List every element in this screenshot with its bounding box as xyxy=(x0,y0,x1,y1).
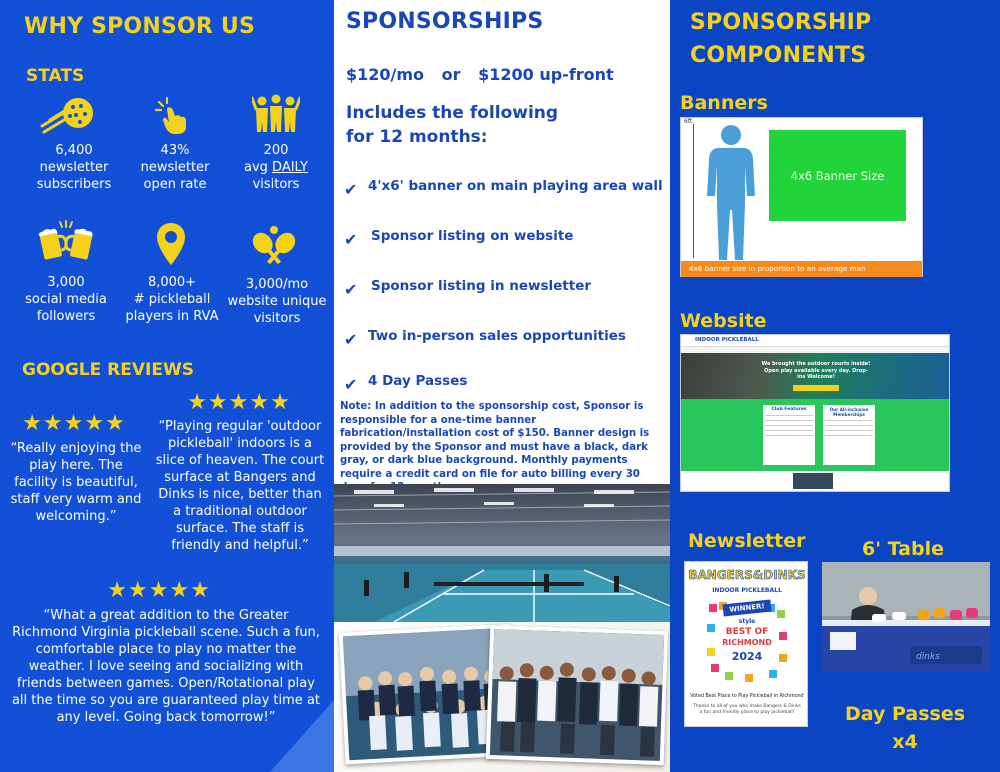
pickleball-ball-icon xyxy=(40,96,96,134)
crossed-paddles-icon xyxy=(250,224,298,264)
includes-heading: Includes the following for 12 months: xyxy=(346,103,559,147)
winner-ribbon: WINNER! xyxy=(723,600,772,617)
stat-newsletter-subscribers: 6,400 newsletter subscribers xyxy=(36,143,112,192)
banner-scale-label: 6ft xyxy=(684,118,693,125)
newsletter-voted: Voted Best Place to Play Pickleball in Richmond xyxy=(690,694,804,699)
website-hero-text: We brought the outdoor courts inside! Open play available every day. Drop-ins Welcome! xyxy=(761,361,871,380)
average-man-silhouette-icon xyxy=(701,124,761,260)
checkmark-icon: ✔ xyxy=(344,180,358,199)
checkmark-icon: ✔ xyxy=(344,330,358,349)
newsletter-year: 2024 xyxy=(731,650,763,663)
website-screenshot xyxy=(680,334,950,492)
website-features-band xyxy=(681,399,950,471)
review-3-text: “What a great addition to the Greater Richmond Virginia pickleball scene. Such a fun, comfortable place to play no matter the weather. I love seeing and socializing with friends between games. Open/Rotational play all the time so you are guaranteed play time at any level. Going back tomorrow!” xyxy=(11,608,321,725)
website-logo: INDOOR PICKLEBALL xyxy=(695,337,759,343)
group-photo-2 xyxy=(486,625,669,765)
newsletter-brand: BANGERS&DINKS xyxy=(688,568,806,582)
stat-website-visitors: 3,000/mo website unique visitors xyxy=(227,277,327,326)
table-heading: 6' Table xyxy=(862,538,944,560)
website-card-features: Club Features xyxy=(763,405,815,465)
newsletter-preview xyxy=(684,561,808,727)
newsletter-city: RICHMOND xyxy=(722,638,772,647)
sponsorship-components-panel xyxy=(670,0,1000,772)
banner-size-rectangle xyxy=(769,130,906,221)
tapping-hand-icon xyxy=(153,96,193,136)
best-of-richmond-badge xyxy=(705,598,789,682)
stats-heading: STATS xyxy=(26,66,85,86)
beer-mugs-icon xyxy=(38,220,94,262)
newsletter-heading: Newsletter xyxy=(688,530,806,552)
svg-text:dinks: dinks xyxy=(916,652,940,662)
components-title: SPONSORSHIP COMPONENTS xyxy=(690,10,872,68)
website-hero xyxy=(681,353,950,399)
banners-heading: Banners xyxy=(680,92,768,114)
banner-size-diagram xyxy=(680,117,923,277)
daily-emphasis: DAILY xyxy=(272,160,308,175)
website-heading: Website xyxy=(680,310,767,332)
why-sponsor-panel xyxy=(0,0,334,772)
price-upfront: $1200 up-front xyxy=(478,65,614,84)
table-photo xyxy=(822,562,990,672)
google-reviews-heading: GOOGLE REVIEWS xyxy=(22,360,194,380)
price-monthly: $120/mo xyxy=(346,65,425,84)
newsletter-best-of: BEST OF xyxy=(725,627,769,637)
banner-size-label: 4x6 Banner Size xyxy=(790,168,885,183)
website-cta-button xyxy=(793,385,839,391)
facility-photo xyxy=(334,484,670,622)
pricing-line xyxy=(346,65,614,84)
checkmark-icon: ✔ xyxy=(344,375,358,394)
checkmark-icon: ✔ xyxy=(344,230,358,249)
stat-newsletter-open-rate: 43% newsletter open rate xyxy=(140,143,210,192)
website-header xyxy=(681,335,950,347)
sponsorship-note: Note: In addition to the sponsorship cost, Sponsor is responsible for a one-time banner fabrication/installation cost of $150. Banner design is provided by the Sponsor and must have a black, dark gray, or dark blue background. Monthly payments require a credit card on file for auto billing every 30 xyxy=(340,401,650,480)
newsletter-style-label: style xyxy=(738,618,756,625)
why-sponsor-title: WHY SPONSOR US xyxy=(24,14,256,39)
review-1-text: “Really enjoying the play here. The facility is beautiful, staff very warm and welcoming.” xyxy=(10,441,142,524)
sponsorships-panel: SPONSORSHIPS $120/mo or $1200 up-front Includes the following for 12 months: ✔ 4'x6' banner on main playing area wall ✔ Sponsor listing on website ✔ Sponsor listing in newsletter ✔ Two in-person sales opportunities ✔ 4 Day Passes Note: In addition to the sponsorship cost, Sponsor is responsible for a one-time banner fabrication/installation cost of $150. Banner design is provided by the Sponsor and must have a black, dark gray, or dark blue background. Monthly payments require a credit card on file for auto billing every 30 xyxy=(334,0,670,772)
newsletter-subtitle: INDOOR PICKLEBALL xyxy=(712,587,782,594)
scale-line xyxy=(693,124,694,258)
people-group-icon xyxy=(252,94,300,134)
decorative-corner-shape xyxy=(250,700,334,772)
sponsorships-title: SPONSORSHIPS xyxy=(346,9,544,34)
review-2-stars: ★★★★★ xyxy=(187,390,291,415)
newsletter-thanks: Thanks to all of you who make Bangers & Dinks a fun and friendly place to play pickleball! xyxy=(693,704,801,715)
review-3-stars: ★★★★★ xyxy=(107,578,211,603)
review-1-stars: ★★★★★ xyxy=(22,411,126,436)
website-card-memberships: Our All-inclusive Memberships xyxy=(823,405,875,465)
review-2-text: “Playing regular 'outdoor pickleball' indoors is a slice of heaven. The court surface at Bangers and Dinks is nice, better than a traditional outdoor surface. The staff is friendly and helpful.” xyxy=(155,419,325,553)
day-passes-label: Day Passes x4 xyxy=(844,703,966,753)
location-pin-icon xyxy=(156,222,186,266)
price-or: or xyxy=(441,65,461,84)
stat-pickleball-players: 8,000+ # pickleball players in RVA xyxy=(125,275,219,324)
stat-social-followers: 3,000 social media followers xyxy=(25,275,107,324)
website-thumbnail xyxy=(793,473,833,489)
stat-daily-visitors: 200 avg DAILY visitors xyxy=(243,143,308,192)
checkmark-icon: ✔ xyxy=(344,280,358,299)
banner-caption: 4x6 banner size in proportion to an average man xyxy=(681,261,922,277)
